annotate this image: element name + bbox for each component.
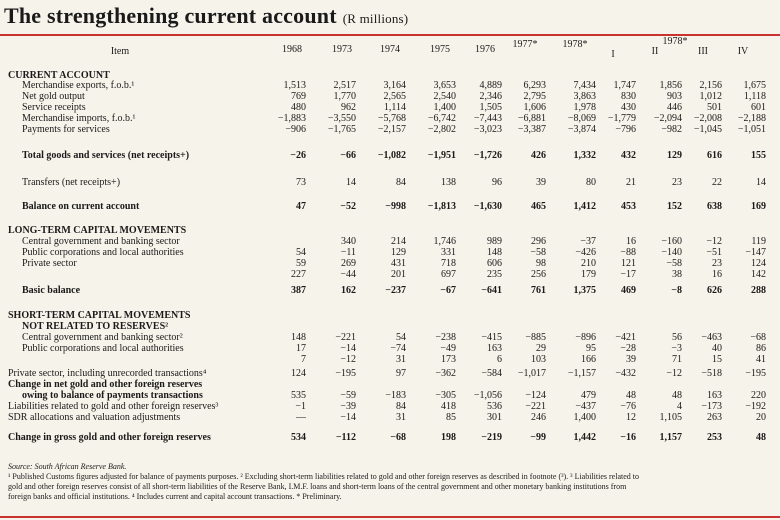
header-group-1978: 1978*: [662, 36, 688, 47]
row-label: Change in net gold and other foreign reserves: [8, 379, 203, 390]
table-cell: −463: [701, 332, 722, 343]
table-cell: −885: [525, 332, 546, 343]
table-cell: 1,114: [383, 102, 406, 113]
table-cell: 17: [296, 343, 306, 354]
table-cell: 173: [441, 354, 456, 365]
footnote-text: ¹ Published Customs figures adjusted for balance of payments purposes. ² Excluding short-term liabilities related to gold and other foreign reserves as described in footnote (³). ³ Liabilities related to gold and other foreign reserves consist of all short-term liabilities of the Reserve Bank, I.M.F. loans and short-term loans of the central government and other monetary banking institutions from foreign banks and official institutions. ⁴ Includes current and capital account transactions. * Preliminary.: [8, 472, 639, 501]
table-cell: 138: [441, 177, 456, 188]
table-cell: 124: [291, 368, 306, 379]
table-cell: −3,874: [567, 124, 596, 135]
table-cell: 1,400: [573, 412, 596, 423]
table-cell: 23: [672, 177, 682, 188]
row-label: Central government and banking sector²: [22, 332, 183, 343]
table-cell: −1,056: [473, 390, 502, 401]
table-cell: 20: [756, 412, 766, 423]
bottom-rule: [0, 516, 780, 518]
header-item: Item: [110, 46, 130, 57]
table-cell: 479: [581, 390, 596, 401]
table-cell: −14: [340, 343, 356, 354]
table-cell: 469: [621, 285, 636, 296]
table-cell: 142: [751, 269, 766, 280]
table-cell: 4: [677, 401, 682, 412]
table-cell: 718: [441, 258, 456, 269]
table-cell: 31: [396, 412, 406, 423]
table-cell: 253: [707, 432, 722, 443]
table-cell: 73: [296, 177, 306, 188]
table-cell: −3,387: [517, 124, 546, 135]
table-cell: 85: [446, 412, 456, 423]
table-cell: 7: [301, 354, 306, 365]
table-cell: 3,653: [433, 80, 456, 91]
table-cell: 227: [291, 269, 306, 280]
table-cell: −8,069: [567, 113, 596, 124]
table-cell: 769: [291, 91, 306, 102]
table-cell: 162: [341, 285, 356, 296]
table-cell: 86: [756, 343, 766, 354]
table-cell: −221: [525, 401, 546, 412]
table-cell: −219: [481, 432, 502, 443]
section-short-term: SHORT-TERM CAPITAL MOVEMENTS: [8, 310, 191, 321]
table-cell: −192: [745, 401, 766, 412]
table-cell: 1,332: [573, 150, 596, 161]
table-cell: −1,779: [607, 113, 636, 124]
row-label: Balance on current account: [22, 201, 140, 212]
table-cell: −39: [340, 401, 356, 412]
table-cell: −237: [385, 285, 406, 296]
row-label: Total goods and services (net receipts+): [22, 150, 190, 161]
table-cell: 1,412: [573, 201, 596, 212]
table-cell: 39: [536, 177, 546, 188]
table-cell: −183: [385, 390, 406, 401]
table-cell: −2,094: [653, 113, 682, 124]
table-cell: 84: [396, 177, 406, 188]
table-cell: −982: [661, 124, 682, 135]
header-year: 1976: [475, 44, 495, 55]
table-cell: 235: [487, 269, 502, 280]
table-cell: 21: [626, 177, 636, 188]
table-cell: 453: [621, 201, 636, 212]
table-cell: −195: [745, 368, 766, 379]
table-cell: −68: [390, 432, 406, 443]
table-cell: −52: [340, 201, 356, 212]
table-cell: −2,008: [693, 113, 722, 124]
table-cell: 71: [672, 354, 682, 365]
row-label: Central government and banking sector: [22, 236, 180, 247]
table-cell: −12: [340, 354, 356, 365]
table-cell: 40: [712, 343, 722, 354]
table-cell: −173: [701, 401, 722, 412]
table-cell: 1,746: [433, 236, 456, 247]
page-title: [4, 3, 408, 29]
table-cell: 431: [391, 258, 406, 269]
table-cell: −11: [340, 247, 356, 258]
table-cell: 2,517: [333, 80, 356, 91]
table-cell: 124: [751, 258, 766, 269]
table-cell: −2,188: [737, 113, 766, 124]
table-cell: 48: [672, 390, 682, 401]
table-cell: 169: [751, 201, 766, 212]
table-cell: 4,889: [479, 80, 502, 91]
table-cell: −518: [701, 368, 722, 379]
header-year: 1975: [430, 44, 450, 55]
table-cell: −17: [620, 269, 636, 280]
table-cell: 6: [497, 354, 502, 365]
table-cell: 31: [396, 354, 406, 365]
table-cell: −59: [340, 390, 356, 401]
row-label: Public corporations and local authorities: [22, 343, 184, 354]
table-cell: 2,346: [479, 91, 502, 102]
table-cell: 3,164: [383, 80, 406, 91]
table-cell: −1,630: [473, 201, 502, 212]
table-cell: −906: [285, 124, 306, 135]
table-cell: 98: [536, 258, 546, 269]
table-cell: 534: [291, 432, 306, 443]
table-cell: 54: [296, 247, 306, 258]
table-cell: 7,434: [573, 80, 596, 91]
table-cell: 23: [712, 258, 722, 269]
row-label: Merchandise exports, f.o.b.¹: [22, 80, 135, 91]
table-cell: 432: [621, 150, 636, 161]
table-cell: −7,443: [473, 113, 502, 124]
table-cell: 22: [712, 177, 722, 188]
table-cell: 179: [581, 269, 596, 280]
table-cell: 148: [291, 332, 306, 343]
header-quarter: IV: [737, 46, 749, 57]
table-cell: −3,550: [327, 113, 356, 124]
table-cell: 480: [291, 102, 306, 113]
table-cell: 1,606: [523, 102, 546, 113]
table-cell: −1: [295, 401, 306, 412]
table-cell: 536: [487, 401, 502, 412]
table-cell: −432: [615, 368, 636, 379]
table-cell: 3,863: [573, 91, 596, 102]
table-cell: 220: [751, 390, 766, 401]
table-cell: 214: [391, 236, 406, 247]
table-cell: 2,795: [523, 91, 546, 102]
table-cell: 48: [626, 390, 636, 401]
table-cell: 256: [531, 269, 546, 280]
row-label: Public corporations and local authorities: [22, 247, 184, 258]
table-cell: −1,813: [427, 201, 456, 212]
table-cell: 16: [712, 269, 722, 280]
table-cell: −99: [530, 432, 546, 443]
table-cell: −16: [620, 432, 636, 443]
table-cell: −88: [620, 247, 636, 258]
table-cell: −1,883: [277, 113, 306, 124]
table-cell: −221: [335, 332, 356, 343]
table-cell: 103: [531, 354, 546, 365]
header-quarter: II: [651, 46, 659, 57]
table-cell: 1,400: [433, 102, 456, 113]
table-cell: 601: [751, 102, 766, 113]
table-cell: 387: [291, 285, 306, 296]
table-cell: 48: [756, 432, 766, 443]
table-cell: 616: [707, 150, 722, 161]
table-cell: 29: [536, 343, 546, 354]
table-cell: 155: [751, 150, 766, 161]
table-cell: −160: [661, 236, 682, 247]
table-cell: −28: [620, 343, 636, 354]
table-cell: −112: [335, 432, 356, 443]
row-label: owing to balance of payments transactions: [22, 390, 203, 401]
table-cell: 1,747: [613, 80, 636, 91]
table-cell: −415: [481, 332, 502, 343]
table-cell: 121: [621, 258, 636, 269]
table-cell: 129: [667, 150, 682, 161]
table-cell: 1,012: [699, 91, 722, 102]
table-cell: 39: [626, 354, 636, 365]
table-cell: 210: [581, 258, 596, 269]
row-label: Payments for services: [22, 124, 110, 135]
table-cell: 446: [667, 102, 682, 113]
table-cell: −238: [435, 332, 456, 343]
table-cell: −1,017: [517, 368, 546, 379]
table-cell: −2,802: [427, 124, 456, 135]
table-cell: 59: [296, 258, 306, 269]
table-cell: 12: [626, 412, 636, 423]
table-cell: 465: [531, 201, 546, 212]
table-cell: 535: [291, 390, 306, 401]
table-cell: 418: [441, 401, 456, 412]
table-cell: 6,293: [523, 80, 546, 91]
table-cell: 263: [707, 412, 722, 423]
header-year: 1978*: [562, 39, 588, 50]
row-label: Private sector: [22, 258, 77, 269]
table-cell: 1,505: [479, 102, 502, 113]
table-cell: 96: [492, 177, 502, 188]
table-cell: −305: [435, 390, 456, 401]
table-cell: 15: [712, 354, 722, 365]
table-cell: 761: [531, 285, 546, 296]
section-long-term: LONG-TERM CAPITAL MOVEMENTS: [8, 225, 187, 236]
table-cell: −1,765: [327, 124, 356, 135]
table-cell: −5,768: [377, 113, 406, 124]
table-cell: −584: [481, 368, 502, 379]
section-current-account: CURRENT ACCOUNT: [8, 70, 110, 81]
table-cell: −51: [706, 247, 722, 258]
row-label: Liabilities related to gold and other foreign reserves³: [8, 401, 219, 412]
table-cell: −140: [661, 247, 682, 258]
table-cell: −421: [615, 332, 636, 343]
table-cell: −6,881: [517, 113, 546, 124]
table-cell: 148: [487, 247, 502, 258]
table-cell: 989: [487, 236, 502, 247]
table-cell: −49: [440, 343, 456, 354]
table-cell: 626: [707, 285, 722, 296]
title-text: The strengthening current account: [4, 3, 337, 28]
source-note: Source: South African Reserve Bank.: [8, 462, 127, 471]
table-cell: 1,978: [573, 102, 596, 113]
row-label: Service receipts: [22, 102, 86, 113]
table-cell: 903: [667, 91, 682, 102]
table-cell: 163: [707, 390, 722, 401]
table-cell: −8: [671, 285, 682, 296]
table-cell: −796: [615, 124, 636, 135]
header-quarter: III: [698, 46, 708, 57]
table-cell: −37: [580, 236, 596, 247]
table-cell: 97: [396, 368, 406, 379]
table-cell: 152: [667, 201, 682, 212]
table-cell: −362: [435, 368, 456, 379]
table-cell: −66: [340, 150, 356, 161]
header-year: 1974: [380, 44, 400, 55]
table-cell: −1,726: [473, 150, 502, 161]
table-cell: 340: [341, 236, 356, 247]
table-cell: 38: [672, 269, 682, 280]
units-label: (R millions): [342, 11, 409, 26]
row-label: Private sector, including unrecorded transactions⁴: [8, 368, 207, 379]
header-year: 1968: [282, 44, 302, 55]
table-cell: 1,770: [333, 91, 356, 102]
table-cell: 16: [626, 236, 636, 247]
table-cell: 1,856: [659, 80, 682, 91]
table-cell: 47: [296, 201, 306, 212]
table-cell: −641: [481, 285, 502, 296]
row-label: SDR allocations and valuation adjustments: [8, 412, 181, 423]
table-cell: 606: [487, 258, 502, 269]
table-cell: −1,045: [693, 124, 722, 135]
header-quarter: I: [611, 49, 615, 60]
table-cell: 163: [487, 343, 502, 354]
table-cell: −195: [335, 368, 356, 379]
row-label: Basic balance: [22, 285, 81, 296]
header-year: 1973: [332, 44, 352, 55]
table-cell: 166: [581, 354, 596, 365]
table-cell: 426: [531, 150, 546, 161]
table-cell: 269: [341, 258, 356, 269]
table-cell: −426: [575, 247, 596, 258]
table-cell: −124: [525, 390, 546, 401]
table-cell: −6,742: [427, 113, 456, 124]
row-label: Merchandise imports, f.o.b.¹: [22, 113, 136, 124]
table-cell: −3: [671, 343, 682, 354]
table-cell: −76: [620, 401, 636, 412]
table-cell: 198: [441, 432, 456, 443]
table-cell: −1,051: [737, 124, 766, 135]
table-cell: 296: [531, 236, 546, 247]
header-year: 1977*: [512, 39, 538, 50]
table-cell: 54: [396, 332, 406, 343]
table-cell: 246: [531, 412, 546, 423]
table-cell: −3,023: [473, 124, 502, 135]
table-cell: 331: [441, 247, 456, 258]
table-cell: 697: [441, 269, 456, 280]
table-cell: 2,540: [433, 91, 456, 102]
table-cell: −58: [530, 247, 546, 258]
table-cell: −14: [340, 412, 356, 423]
table-cell: −2,157: [377, 124, 406, 135]
footnotes: [8, 462, 648, 502]
table-cell: −26: [290, 150, 306, 161]
table-cell: −67: [440, 285, 456, 296]
table-cell: 1,118: [743, 91, 766, 102]
table-cell: −12: [706, 236, 722, 247]
table-cell: 830: [621, 91, 636, 102]
table-cell: 1,675: [743, 80, 766, 91]
table-cell: 119: [751, 236, 766, 247]
table-cell: −896: [575, 332, 596, 343]
table-cell: 2,565: [383, 91, 406, 102]
table-cell: 2,156: [699, 80, 722, 91]
table-cell: 638: [707, 201, 722, 212]
table-cell: 95: [586, 343, 596, 354]
table-cell: −1,951: [427, 150, 456, 161]
row-label: Net gold output: [22, 91, 85, 102]
table-cell: 14: [756, 177, 766, 188]
table-cell: 962: [341, 102, 356, 113]
table-cell: 14: [346, 177, 356, 188]
row-label: Change in gross gold and other foreign reserves: [8, 432, 211, 443]
table-cell: 1,157: [659, 432, 682, 443]
table-cell: −44: [340, 269, 356, 280]
table-cell: 1,513: [283, 80, 306, 91]
table-cell: 201: [391, 269, 406, 280]
table-cell: 1,105: [659, 412, 682, 423]
table-cell: 1,442: [573, 432, 596, 443]
table-cell: −1,157: [567, 368, 596, 379]
table-cell: 84: [396, 401, 406, 412]
table-cell: 129: [391, 247, 406, 258]
table-cell: −12: [666, 368, 682, 379]
table-cell: −437: [575, 401, 596, 412]
section-short-term-2: NOT RELATED TO RESERVES²: [22, 321, 169, 332]
table-cell: 1,375: [573, 285, 596, 296]
table-cell: 56: [672, 332, 682, 343]
table-cell: 41: [756, 354, 766, 365]
table-cell: −68: [750, 332, 766, 343]
table-cell: —: [296, 412, 306, 423]
table-cell: 501: [707, 102, 722, 113]
row-label: Transfers (net receipts+): [22, 177, 121, 188]
table-cell: −1,082: [377, 150, 406, 161]
table-cell: −998: [385, 201, 406, 212]
table-cell: −147: [745, 247, 766, 258]
table-cell: 288: [751, 285, 766, 296]
table-cell: 80: [586, 177, 596, 188]
table-cell: 301: [487, 412, 502, 423]
table-cell: 430: [621, 102, 636, 113]
table-cell: −74: [390, 343, 406, 354]
table-cell: −58: [666, 258, 682, 269]
